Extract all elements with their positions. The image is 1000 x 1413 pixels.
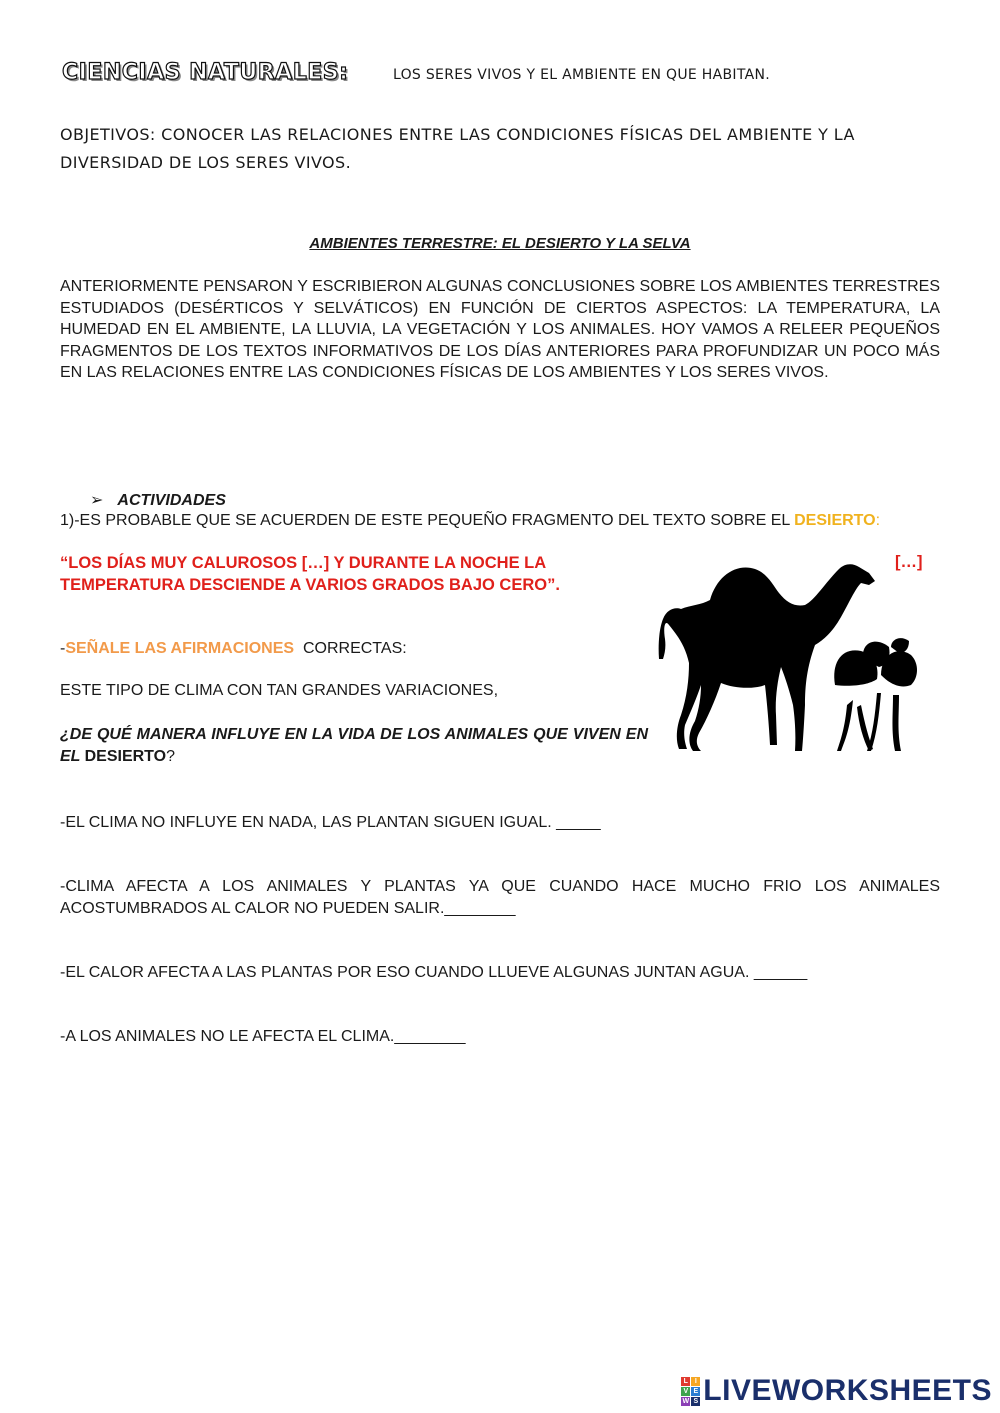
quote-ellipsis: […] (895, 553, 923, 571)
logo-letter: W (682, 1397, 690, 1405)
answer-option-3[interactable]: -EL CALOR AFECTA A LAS PLANTAS POR ESO CUANDO LLUEVE ALGUNAS JUNTAN AGUA. ______ (60, 964, 808, 981)
desierto-highlight: DESIERTO (794, 512, 876, 529)
liveworksheets-brand[interactable]: LIVEWORKSHEETS (703, 1374, 992, 1407)
arrow-bullet-icon: ➢ (90, 492, 104, 509)
instruction-highlight: SEÑALE LAS AFIRMACIONES (65, 640, 295, 657)
climate-line: ESTE TIPO DE CLIMA CON TAN GRANDES VARIACIONES, (60, 682, 499, 699)
activities-label: ACTIVIDADES (117, 492, 226, 509)
question-mark: ? (166, 747, 176, 765)
question-1-text: 1)-ES PROBABLE QUE SE ACUERDEN DE ESTE PEQUEÑO FRAGMENTO DEL TEXTO SOBRE EL (60, 512, 795, 529)
section-title: AMBIENTES TERRESTRE: EL DESIERTO Y LA SELVA (309, 235, 691, 252)
intro-paragraph: ANTERIORMENTE PENSARON Y ESCRIBIERON ALGUNAS CONCLUSIONES SOBRE LOS AMBIENTES TERRESTRES ESTUDIADOS (DESÉRTICOS Y SELVÁTICOS) EN FUNCIÓN DE CIERTOS ASPECTOS: LA TEMPERATURA, LA HUMEDAD EN EL AMBIENTE, LA LLUVIA, LA VEGETACIÓN Y LOS ANIMALES. HOY VAMOS A RELEER PEQUEÑOS FRAGMENTOS DE LOS TEXTOS INFORMATIVOS DE LOS DÍAS ANTERIORES PARA PROFUNDIZAR UN POCO MÁS EN LAS RELACIONES ENTRE LAS CONDICIONES FÍSICAS DE LOS AMBIENTES Y LOS SERES VIVOS. (60, 278, 940, 381)
objectives-text: OBJETIVOS: CONOCER LAS RELACIONES ENTRE LAS CONDICIONES FÍSICAS DEL AMBIENTE Y LA DIVERSIDAD DE LOS SERES VIVOS. (60, 125, 855, 172)
liveworksheets-logo-icon (681, 1377, 700, 1406)
question-1 (60, 512, 880, 530)
page-subtitle: LOS SERES VIVOS Y EL AMBIENTE EN QUE HABITAN. (393, 67, 770, 83)
instruction-line (60, 640, 407, 658)
climate-question (60, 724, 648, 767)
answer-option-2[interactable]: -CLIMA AFECTA A LOS ANIMALES Y PLANTAS YA QUE CUANDO HACE MUCHO FRIO LOS ANIMALES ACOSTUMBRADOS AL CALOR NO PUEDEN SALIR.________ (60, 878, 940, 917)
plant-icon (834, 638, 917, 751)
page-title: CIENCIAS NATURALES: (62, 60, 349, 85)
logo-letter: V (681, 1387, 690, 1396)
logo-letter: I (691, 1377, 700, 1386)
activities-heading (90, 490, 226, 510)
question-desierto: DESIERTO (84, 747, 167, 765)
camel-plant-illustration (655, 555, 935, 765)
logo-letter: L (681, 1377, 690, 1386)
logo-letter: E (691, 1387, 700, 1396)
desert-quote: “LOS DÍAS MUY CALUROSOS […] Y DURANTE LA NOCHE LA TEMPERATURA DESCIENDE A VARIOS GRADOS BAJO CERO”. (60, 554, 560, 594)
question-1-colon: : (875, 512, 881, 529)
answer-option-1[interactable]: -EL CLIMA NO INFLUYE EN NADA, LAS PLANTAN SIGUEN IGUAL. _____ (60, 814, 601, 831)
liveworksheets-footer (681, 1374, 992, 1408)
instruction-suffix: CORRECTAS: (294, 640, 407, 657)
question-italic: ¿DE QUÉ MANERA INFLUYE EN LA VIDA DE LOS ANIMALES QUE VIVEN EN EL (60, 726, 648, 765)
logo-letter: S (691, 1397, 700, 1406)
instruction-dash: - (60, 640, 66, 657)
answer-option-4[interactable]: -A LOS ANIMALES NO LE AFECTA EL CLIMA.________ (60, 1028, 466, 1045)
